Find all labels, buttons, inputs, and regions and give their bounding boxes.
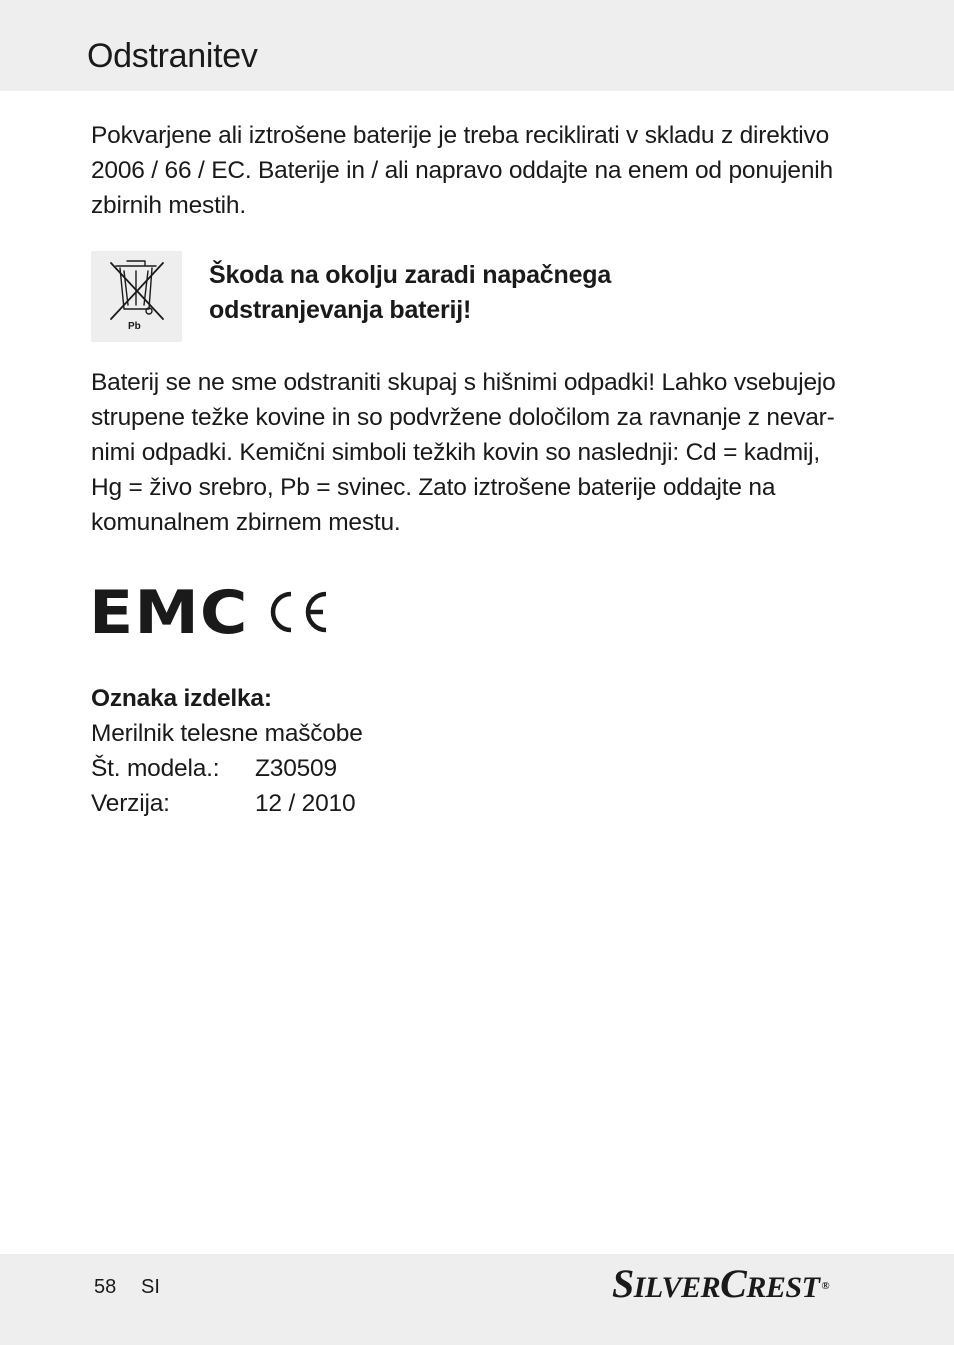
text-line: Hg = živo srebro, Pb = svinec. Zato iztrošene baterije oddajte na xyxy=(91,474,776,501)
product-name: Merilnik telesne maščobe xyxy=(91,720,363,747)
model-label: Št. modela.: xyxy=(91,755,220,782)
crossed-bin-icon xyxy=(91,251,182,342)
brand-initial: C xyxy=(720,1261,747,1306)
environment-warning xyxy=(209,258,829,328)
page-number: 58 xyxy=(94,1276,117,1298)
version-label: Verzija: xyxy=(91,790,170,817)
model-row xyxy=(91,751,591,786)
text-line: 2006 / 66 / EC. Baterije in / ali napravo oddajte na enem od ponujenih xyxy=(91,157,833,184)
text-line: Baterij se ne sme odstraniti skupaj s hišnimi odpadki! Lahko vsebujejo xyxy=(91,369,836,396)
hazard-paragraph xyxy=(91,365,881,540)
brand-text: ILVER xyxy=(633,1271,721,1304)
text-line: strupene težke kovine in so podvržene določilom za ravnanje z nevar- xyxy=(91,404,835,431)
page-title: Odstranitev xyxy=(87,37,258,75)
pb-label: Pb xyxy=(128,321,141,332)
version-row xyxy=(91,786,591,821)
warning-line: Škoda na okolju zaradi napačnega xyxy=(209,261,612,289)
text-line: komunalnem zbirnem mestu. xyxy=(91,509,401,536)
brand-text: REST xyxy=(746,1271,820,1304)
model-value: Z30509 xyxy=(255,755,337,782)
version-value: 12 / 2010 xyxy=(255,790,356,817)
registered-mark: ® xyxy=(821,1280,830,1292)
text-line: Pokvarjene ali iztrošene baterije je treba reciklirati v skladu z direktivo xyxy=(91,122,830,149)
text-line: zbirnih mestih. xyxy=(91,192,246,219)
brand-initial: S xyxy=(612,1261,634,1306)
product-info xyxy=(91,681,591,821)
warning-line: odstranjevanja baterij! xyxy=(209,296,472,324)
language-code: SI xyxy=(141,1276,160,1298)
product-heading: Oznaka izdelka: xyxy=(91,685,272,712)
silvercrest-logo xyxy=(612,1261,830,1308)
emc-logo: EMC xyxy=(89,578,249,648)
ce-mark-icon xyxy=(266,590,330,634)
disposal-paragraph xyxy=(91,118,881,223)
text-line: nimi odpadki. Kemični simboli težkih kovin so naslednji: Cd = kadmij, xyxy=(91,439,821,466)
